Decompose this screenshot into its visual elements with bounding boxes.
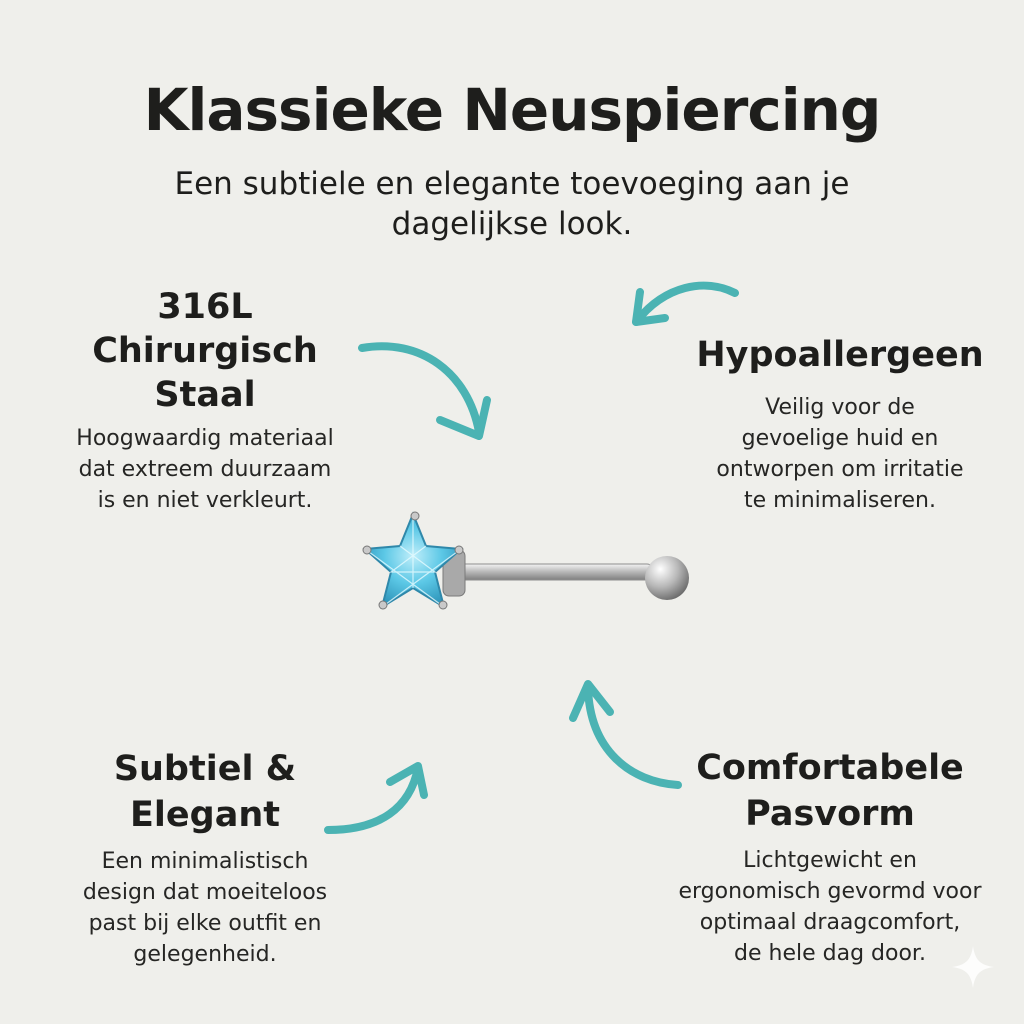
nose-stud-image	[355, 510, 695, 640]
description-line: Veilig voor de	[765, 395, 915, 420]
description-line: past bij elke outfit en	[88, 911, 322, 936]
description-line: is en niet verkleurt.	[97, 488, 313, 513]
description-line: ontworpen om irritatie	[716, 457, 964, 482]
heading-line: Hypoallergeen	[696, 335, 984, 375]
description-line: Een minimalistisch	[101, 849, 309, 874]
heading-line: Subtiel &	[113, 749, 297, 789]
description-line: Hoogwaardig materiaal	[76, 426, 334, 451]
sparkle-icon	[950, 944, 996, 990]
heading-line: Chirurgisch	[92, 331, 318, 371]
description-line: dat extreem duurzaam	[78, 457, 332, 482]
heading-line: Elegant	[130, 795, 280, 835]
description-line: de hele dag door.	[734, 941, 926, 966]
heading-line: 316L	[157, 287, 253, 327]
heading-line: Staal	[154, 375, 256, 415]
description-line: design dat moeiteloos	[82, 880, 328, 905]
description-line: Lichtgewicht en	[743, 848, 917, 873]
page-subtitle: Een subtiele en elegante toevoeging aan je dagelijkse look.	[174, 166, 850, 242]
description-line: te minimaliseren.	[744, 488, 936, 513]
page-title: Klassieke Neuspiercing	[143, 76, 881, 144]
description-line: gelegenheid.	[133, 942, 277, 967]
description-line: optimaal draagcomfort,	[699, 910, 961, 935]
description-line: ergonomisch gevormd voor	[678, 879, 982, 904]
heading-line: Pasvorm	[745, 794, 915, 834]
description-line: gevoelige huid en	[741, 426, 939, 451]
heading-line: Comfortabele	[696, 748, 964, 788]
